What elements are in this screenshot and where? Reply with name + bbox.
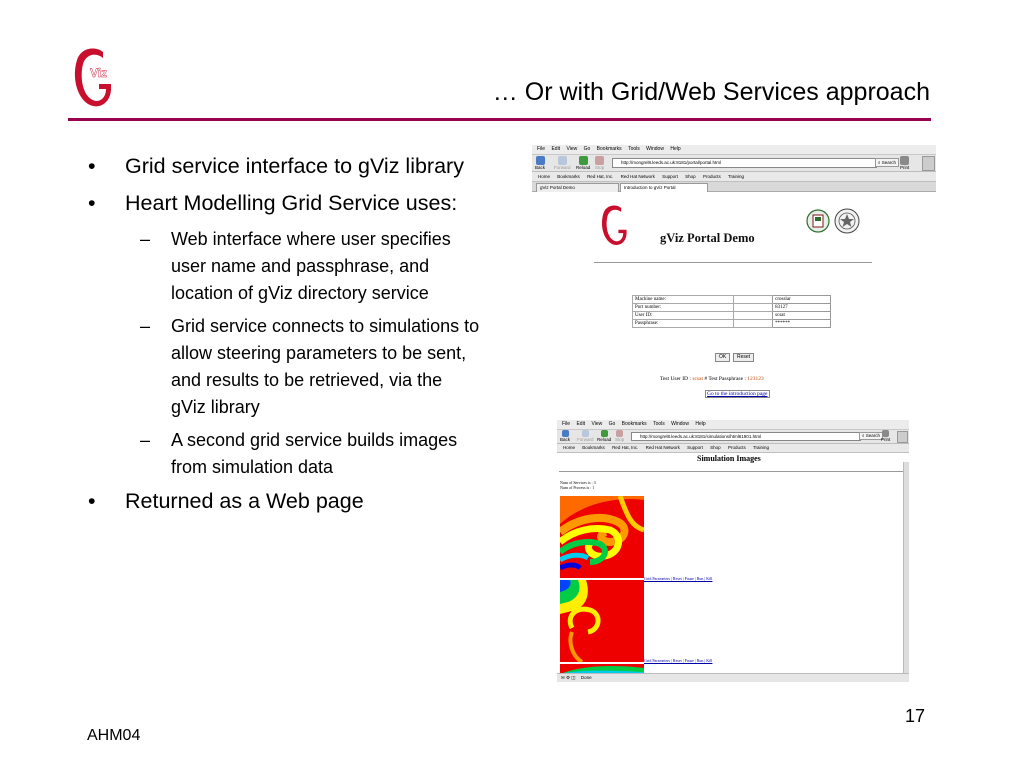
bookmark-shop[interactable]: Shop [710,445,721,450]
login-form [632,295,831,328]
title-divider [68,118,931,121]
menu-edit[interactable]: Edit [576,421,586,427]
footer-label: AHM04 [87,727,141,744]
bookmark-redhat[interactable]: Red Hat, Inc. [612,445,639,450]
portal-divider [594,262,872,263]
menu-window[interactable]: Window [671,421,689,427]
menu-help[interactable]: Help [695,421,706,427]
printer-icon [882,430,889,437]
forward-button[interactable]: Forward [577,430,594,442]
page-number: 17 [905,706,926,726]
image-controls-link[interactable]: Grid Parameters | Reset | Pause | Run | Kill [644,658,713,663]
navigation-toolbar [532,155,936,172]
simulation-browser-screenshot [557,420,909,682]
menu-go[interactable]: Go [608,421,616,427]
form-label: Passphrase: [633,320,734,328]
services-count: Num of Services is : 3 [560,480,596,485]
ok-button[interactable]: OK [715,353,730,362]
back-arrow-icon [536,156,545,165]
throbber-icon [922,156,935,171]
bookmark-training[interactable]: Training [727,174,745,179]
form-spacer [734,312,773,320]
university-crest-icon [806,209,830,233]
bookmark-support[interactable]: Support [687,445,703,450]
image-controls-link[interactable]: Grid Parameters | Reset | Pause | Run | Kill [644,576,713,581]
menu-tools[interactable]: Tools [653,421,665,427]
search-button[interactable]: ⌕ Search [859,432,883,440]
bullet-item: • Heart Modelling Grid Service uses: [88,191,458,215]
reload-icon [601,430,608,437]
passphrase-field[interactable]: ****** [773,320,831,328]
stop-button[interactable]: Stop [595,156,604,170]
bookmark-home[interactable]: Home [538,174,551,179]
tab-portal-demo[interactable]: gViz Portal Demo [536,183,619,192]
introduction-link[interactable]: Go to the introduction page [707,391,768,397]
forward-arrow-icon [582,430,589,437]
status-bar [557,673,909,682]
bookmark-redhat[interactable]: Red Hat, Inc. [587,174,614,179]
printer-icon [900,156,909,165]
search-icon: ⌕ [862,433,866,438]
stop-icon [595,156,604,165]
stop-button[interactable]: Stop [615,430,624,442]
form-label: User ID: [633,312,734,320]
menu-bookmarks[interactable]: Bookmarks [621,421,647,427]
test-credentials: Test User ID : scsat # Test Passphrase : 123123 [660,376,764,382]
status-text: Done [580,675,592,680]
menu-edit[interactable]: Edit [551,146,561,152]
seal-icon [834,208,860,234]
bookmarks-toolbar [557,444,909,453]
back-button[interactable]: Back [560,430,570,442]
navigation-toolbar [557,430,909,444]
menu-file[interactable]: File [562,421,571,427]
menu-bookmarks[interactable]: Bookmarks [596,146,622,152]
bookmarks-toolbar [532,172,936,182]
form-spacer [734,320,773,328]
simulation-image [560,496,644,578]
stop-icon [616,430,623,437]
menu-file[interactable]: File [537,146,546,152]
bookmark-training[interactable]: Training [752,445,770,450]
sub-bullet-item: – A second grid service builds images from simulation data [140,430,458,477]
form-spacer [734,304,773,312]
bullet-item: • Grid service interface to gViz library [88,154,464,178]
simulation-divider [559,471,903,472]
bookmark-products[interactable]: Products [702,174,721,179]
vertical-scrollbar[interactable] [903,462,909,674]
search-button[interactable]: ⌕ Search [875,158,899,167]
svg-text:Viz: Viz [90,66,108,80]
menu-window[interactable]: Window [646,146,664,152]
simulation-info [560,480,596,490]
bookmark-redhat-network[interactable]: Red Hat Network [620,174,655,179]
menu-bar [532,145,936,155]
menu-tools[interactable]: Tools [628,146,640,152]
portal-browser-screenshot [532,145,936,415]
bullet-item: • Returned as a Web page [88,489,364,513]
print-button[interactable]: Print [881,430,890,442]
form-label: Port number: [633,304,734,312]
tab-bar [532,182,936,192]
back-arrow-icon [562,430,569,437]
portal-heading: gViz Portal Demo [660,231,755,245]
print-button[interactable]: Print [900,156,909,170]
user-id-field[interactable]: scsat [773,312,831,320]
gviz-logo [72,44,116,110]
bookmark-home[interactable]: Home [563,445,576,450]
machine-name-field[interactable]: crosslar [773,296,831,304]
reload-icon [579,156,588,165]
url-bar[interactable]: http://mongrel8.leeds.ac.uk:8181/simulations/html61901.html [631,432,861,441]
menu-bar [557,420,909,430]
port-number-field[interactable]: 83127 [773,304,831,312]
bullet-list [80,152,480,524]
menu-view[interactable]: View [591,421,603,427]
simulation-heading: Simulation Images [697,454,761,463]
slide-title: … Or with Grid/Web Services approach [492,78,930,106]
throbber-icon [897,431,908,443]
tab-introduction[interactable]: Introduction to gViz Portal [620,183,708,192]
reset-button[interactable]: Reset [733,353,754,362]
forward-arrow-icon [558,156,567,165]
bookmark-shop[interactable]: Shop [685,174,696,179]
bookmark-bookmarks[interactable]: Bookmarks [557,174,580,179]
process-count: Num of Process is : 1 [560,485,595,490]
search-icon: ⌕ [878,160,882,165]
forward-button[interactable]: Forward [554,156,571,170]
simulation-image [560,580,644,662]
sub-bullet-item: – Web interface where user specifies user name and passphrase, and location of gViz directory service [140,229,451,303]
svg-text:Viz: Viz [612,218,624,227]
bookmark-redhat-network[interactable]: Red Hat Network [645,445,680,450]
form-spacer [734,296,773,304]
form-label: Machine name: [633,296,734,304]
status-icon: ✉ ⚙ ◫ [561,675,576,680]
url-bar[interactable]: http://mongrel8.leeds.ac.uk:8181/portal/portal.html [612,158,877,168]
menu-view[interactable]: View [566,146,578,152]
gviz-portal-logo [600,201,630,249]
bookmark-support[interactable]: Support [662,174,678,179]
bookmark-bookmarks[interactable]: Bookmarks [582,445,605,450]
reload-button[interactable]: Reload [597,430,611,442]
bookmark-products[interactable]: Products [727,445,746,450]
menu-go[interactable]: Go [583,146,591,152]
reload-button[interactable]: Reload [576,156,590,170]
menu-help[interactable]: Help [670,146,681,152]
sub-bullet-item: – Grid service connects to simulations to allow steering parameters to be sent, and results to be retrieved, via the gViz library [140,316,480,417]
back-button[interactable]: Back [535,156,545,170]
